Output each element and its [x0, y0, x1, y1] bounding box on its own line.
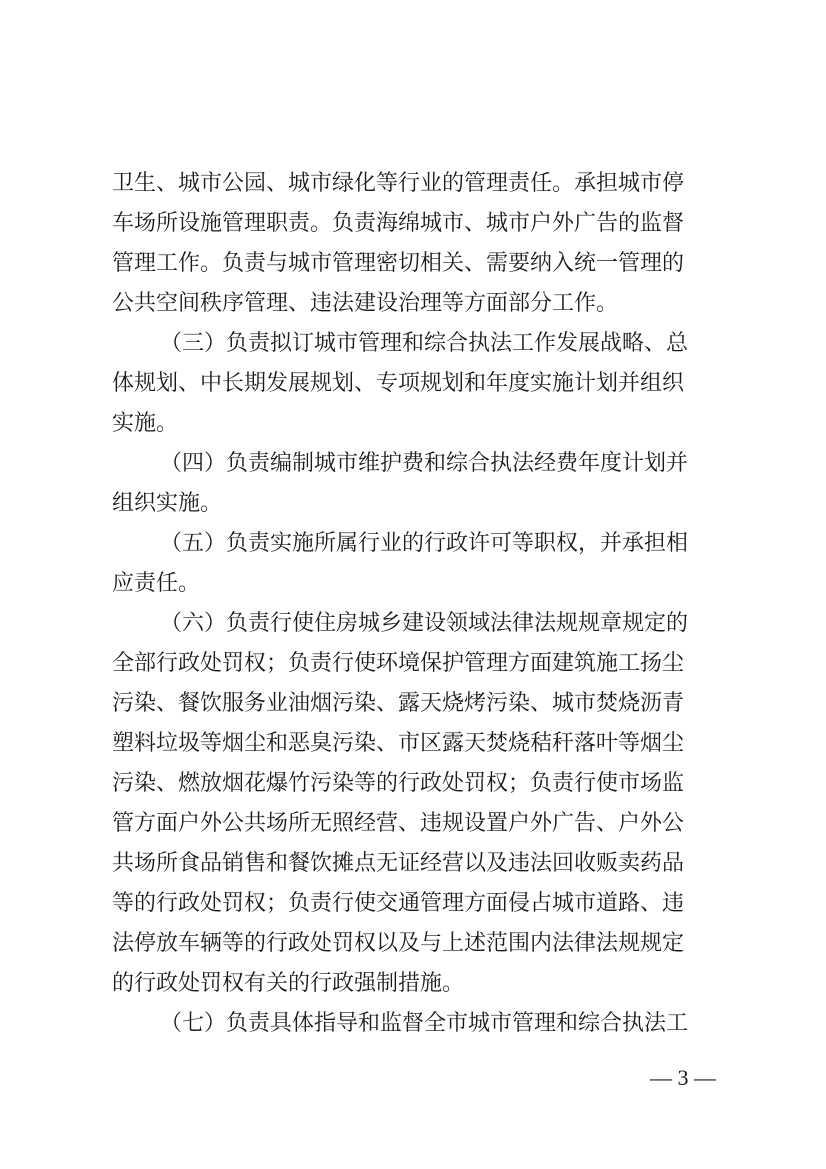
paragraph-three-start: （三）负责拟订城市管理和综合执法工作发展战略、总	[160, 331, 689, 356]
paragraph-four-start: （四）负责编制城市维护费和综合执法经费年度计划并	[160, 451, 689, 476]
page-number: — 3 —	[650, 1065, 716, 1090]
text-line: 塑料垃圾等烟尘和恶臭污染、市区露天焚烧秸秆落叶等烟尘	[112, 731, 685, 756]
paragraph-five-start: （五）负责实施所属行业的行政许可等职权，并承担相	[160, 531, 689, 556]
text-line: 实施。	[112, 411, 179, 436]
paragraph-seven-start: （七）负责具体指导和监督全市城市管理和综合执法工	[160, 1011, 689, 1036]
text-line: 体规划、中长期发展规划、专项规划和年度实施计划并组织	[112, 371, 685, 396]
text-line: 车场所设施管理职责。负责海绵城市、城市户外广告的监督	[112, 211, 685, 236]
text-line: 共场所食品销售和餐饮摊点无证经营以及违法回收贩卖药品	[112, 851, 685, 876]
text-line: 组织实施。	[112, 491, 223, 516]
text-line: 全部行政处罚权；负责行使环境保护管理方面建筑施工扬尘	[112, 651, 685, 676]
text-line: 管方面户外公共场所无照经营、违规设置户外广告、户外公	[112, 811, 685, 836]
text-line: 污染、餐饮服务业油烟污染、露天烧烤污染、城市焚烧沥青	[112, 691, 685, 716]
text-line: 法停放车辆等的行政处罚权以及与上述范围内法律法规规定	[112, 931, 685, 956]
paragraph-six-start: （六）负责行使住房城乡建设领域法律法规规章规定的	[160, 611, 689, 636]
text-line: 管理工作。负责与城市管理密切相关、需要纳入统一管理的	[112, 251, 685, 276]
text-line: 的行政处罚权有关的行政强制措施。	[112, 971, 465, 996]
text-line: 公共空间秩序管理、违法建设治理等方面部分工作。	[112, 291, 619, 316]
text-line: 等的行政处罚权；负责行使交通管理方面侵占城市道路、违	[112, 891, 685, 916]
text-line: 应责任。	[112, 571, 201, 596]
text-line: 污染、燃放烟花爆竹污染等的行政处罚权；负责行使市场监	[112, 771, 685, 796]
text-line: 卫生、城市公园、城市绿化等行业的管理责任。承担城市停	[112, 171, 685, 196]
